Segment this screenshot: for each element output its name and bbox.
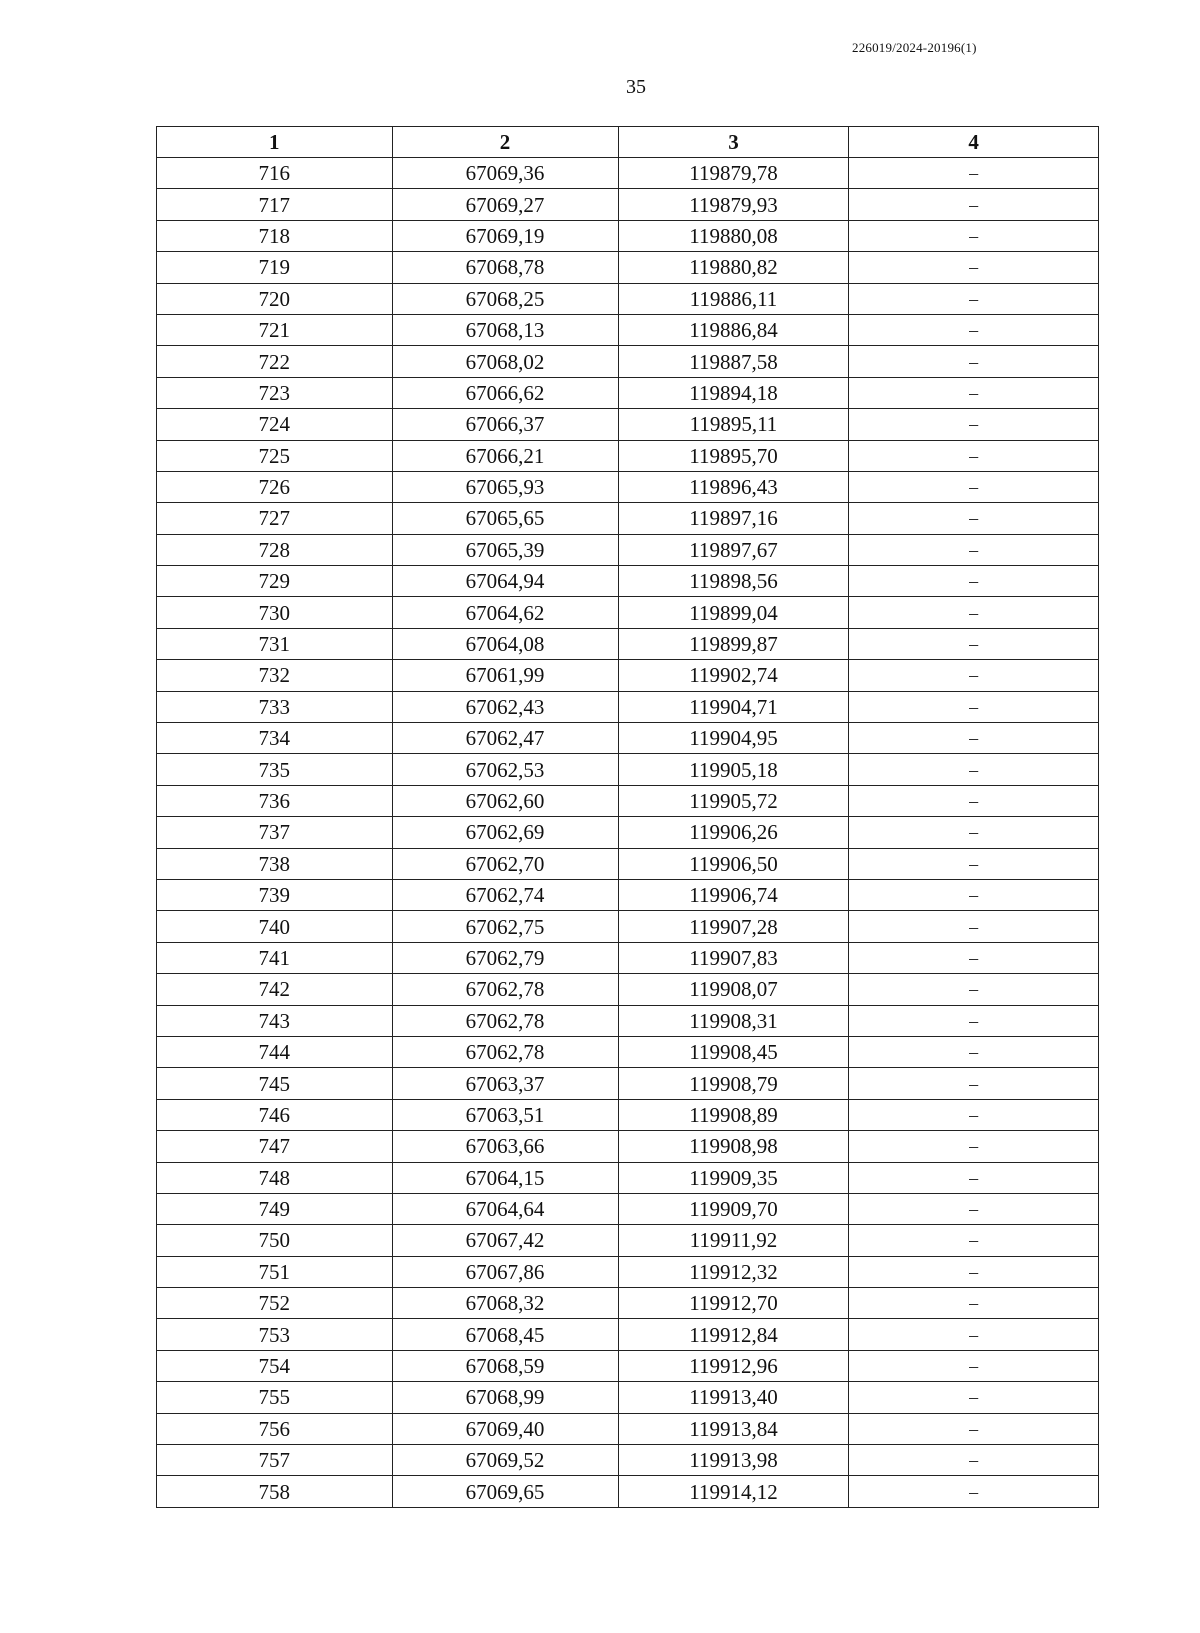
column-header: 3: [618, 127, 849, 158]
point-number-cell: 721: [157, 314, 393, 345]
x-coordinate-cell: 67062,75: [392, 911, 618, 942]
point-number-cell: 757: [157, 1445, 393, 1476]
note-cell: –: [849, 346, 1099, 377]
table-row: [157, 189, 1099, 220]
table-row: [157, 1382, 1099, 1413]
x-coordinate-cell: 67069,27: [392, 189, 618, 220]
note-cell: –: [849, 1256, 1099, 1287]
note-cell: –: [849, 691, 1099, 722]
x-coordinate-cell: 67068,59: [392, 1350, 618, 1381]
point-number-cell: 745: [157, 1068, 393, 1099]
y-coordinate-cell: 119902,74: [618, 660, 849, 691]
x-coordinate-cell: 67068,78: [392, 252, 618, 283]
table-row: [157, 1445, 1099, 1476]
note-cell: –: [849, 723, 1099, 754]
point-number-cell: 723: [157, 377, 393, 408]
x-coordinate-cell: 67066,21: [392, 440, 618, 471]
y-coordinate-cell: 119905,72: [618, 785, 849, 816]
table-row: [157, 1476, 1099, 1507]
table-row: [157, 1413, 1099, 1444]
point-number-cell: 720: [157, 283, 393, 314]
table-row: [157, 283, 1099, 314]
point-number-cell: 717: [157, 189, 393, 220]
y-coordinate-cell: 119908,98: [618, 1131, 849, 1162]
table-row: [157, 314, 1099, 345]
x-coordinate-cell: 67063,51: [392, 1099, 618, 1130]
x-coordinate-cell: 67068,32: [392, 1288, 618, 1319]
note-cell: –: [849, 377, 1099, 408]
point-number-cell: 740: [157, 911, 393, 942]
note-cell: –: [849, 942, 1099, 973]
note-cell: –: [849, 1476, 1099, 1507]
point-number-cell: 737: [157, 817, 393, 848]
note-cell: –: [849, 785, 1099, 816]
note-cell: –: [849, 974, 1099, 1005]
table-row: [157, 220, 1099, 251]
point-number-cell: 742: [157, 974, 393, 1005]
note-cell: –: [849, 1382, 1099, 1413]
y-coordinate-cell: 119909,70: [618, 1193, 849, 1224]
x-coordinate-cell: 67064,64: [392, 1193, 618, 1224]
page-number: 35: [626, 76, 646, 98]
x-coordinate-cell: 67062,60: [392, 785, 618, 816]
note-cell: –: [849, 1036, 1099, 1067]
note-cell: –: [849, 597, 1099, 628]
x-coordinate-cell: 67066,62: [392, 377, 618, 408]
point-number-cell: 726: [157, 471, 393, 502]
table-row: [157, 1193, 1099, 1224]
x-coordinate-cell: 67065,65: [392, 503, 618, 534]
x-coordinate-cell: 67068,13: [392, 314, 618, 345]
point-number-cell: 735: [157, 754, 393, 785]
point-number-cell: 743: [157, 1005, 393, 1036]
y-coordinate-cell: 119912,70: [618, 1288, 849, 1319]
point-number-cell: 731: [157, 628, 393, 659]
x-coordinate-cell: 67061,99: [392, 660, 618, 691]
point-number-cell: 755: [157, 1382, 393, 1413]
x-coordinate-cell: 67064,94: [392, 566, 618, 597]
table-row: [157, 1162, 1099, 1193]
column-header: 2: [392, 127, 618, 158]
note-cell: –: [849, 817, 1099, 848]
coordinates-table: [156, 126, 1099, 1508]
y-coordinate-cell: 119899,04: [618, 597, 849, 628]
x-coordinate-cell: 67062,78: [392, 1005, 618, 1036]
point-number-cell: 747: [157, 1131, 393, 1162]
y-coordinate-cell: 119895,11: [618, 409, 849, 440]
note-cell: –: [849, 314, 1099, 345]
table-row: [157, 1319, 1099, 1350]
y-coordinate-cell: 119913,84: [618, 1413, 849, 1444]
point-number-cell: 732: [157, 660, 393, 691]
note-cell: –: [849, 1350, 1099, 1381]
y-coordinate-cell: 119907,83: [618, 942, 849, 973]
point-number-cell: 751: [157, 1256, 393, 1287]
x-coordinate-cell: 67065,39: [392, 534, 618, 565]
table-row: [157, 848, 1099, 879]
note-cell: –: [849, 1319, 1099, 1350]
y-coordinate-cell: 119896,43: [618, 471, 849, 502]
table-row: [157, 377, 1099, 408]
y-coordinate-cell: 119911,92: [618, 1225, 849, 1256]
y-coordinate-cell: 119908,89: [618, 1099, 849, 1130]
point-number-cell: 730: [157, 597, 393, 628]
table-row: [157, 409, 1099, 440]
table-row: [157, 534, 1099, 565]
y-coordinate-cell: 119908,31: [618, 1005, 849, 1036]
y-coordinate-cell: 119904,71: [618, 691, 849, 722]
table-row: [157, 723, 1099, 754]
note-cell: –: [849, 158, 1099, 189]
note-cell: –: [849, 283, 1099, 314]
y-coordinate-cell: 119887,58: [618, 346, 849, 377]
table-row: [157, 158, 1099, 189]
x-coordinate-cell: 67063,66: [392, 1131, 618, 1162]
document-reference-number: 226019/2024-20196(1): [852, 40, 977, 55]
table-row: [157, 1005, 1099, 1036]
column-header: 1: [157, 127, 393, 158]
point-number-cell: 734: [157, 723, 393, 754]
point-number-cell: 753: [157, 1319, 393, 1350]
y-coordinate-cell: 119880,08: [618, 220, 849, 251]
table-header-row: [157, 127, 1099, 158]
point-number-cell: 736: [157, 785, 393, 816]
y-coordinate-cell: 119907,28: [618, 911, 849, 942]
x-coordinate-cell: 67064,08: [392, 628, 618, 659]
x-coordinate-cell: 67068,99: [392, 1382, 618, 1413]
table-row: [157, 754, 1099, 785]
x-coordinate-cell: 67067,42: [392, 1225, 618, 1256]
x-coordinate-cell: 67068,25: [392, 283, 618, 314]
table-row: [157, 879, 1099, 910]
note-cell: –: [849, 879, 1099, 910]
note-cell: –: [849, 1005, 1099, 1036]
table-row: [157, 597, 1099, 628]
table-row: [157, 691, 1099, 722]
x-coordinate-cell: 67062,78: [392, 974, 618, 1005]
note-cell: –: [849, 1445, 1099, 1476]
table-row: [157, 660, 1099, 691]
point-number-cell: 727: [157, 503, 393, 534]
y-coordinate-cell: 119897,16: [618, 503, 849, 534]
y-coordinate-cell: 119906,26: [618, 817, 849, 848]
note-cell: –: [849, 1099, 1099, 1130]
x-coordinate-cell: 67069,52: [392, 1445, 618, 1476]
y-coordinate-cell: 119897,67: [618, 534, 849, 565]
point-number-cell: 733: [157, 691, 393, 722]
note-cell: –: [849, 503, 1099, 534]
y-coordinate-cell: 119879,93: [618, 189, 849, 220]
note-cell: –: [849, 1413, 1099, 1444]
point-number-cell: 716: [157, 158, 393, 189]
y-coordinate-cell: 119912,96: [618, 1350, 849, 1381]
note-cell: –: [849, 566, 1099, 597]
x-coordinate-cell: 67062,47: [392, 723, 618, 754]
table-row: [157, 440, 1099, 471]
table-row: [157, 1131, 1099, 1162]
x-coordinate-cell: 67064,15: [392, 1162, 618, 1193]
y-coordinate-cell: 119895,70: [618, 440, 849, 471]
x-coordinate-cell: 67062,78: [392, 1036, 618, 1067]
table-row: [157, 471, 1099, 502]
point-number-cell: 746: [157, 1099, 393, 1130]
x-coordinate-cell: 67068,02: [392, 346, 618, 377]
note-cell: –: [849, 189, 1099, 220]
point-number-cell: 722: [157, 346, 393, 377]
y-coordinate-cell: 119886,11: [618, 283, 849, 314]
y-coordinate-cell: 119898,56: [618, 566, 849, 597]
x-coordinate-cell: 67062,53: [392, 754, 618, 785]
point-number-cell: 758: [157, 1476, 393, 1507]
note-cell: –: [849, 1068, 1099, 1099]
point-number-cell: 752: [157, 1288, 393, 1319]
y-coordinate-cell: 119912,32: [618, 1256, 849, 1287]
table-row: [157, 1036, 1099, 1067]
note-cell: –: [849, 660, 1099, 691]
point-number-cell: 750: [157, 1225, 393, 1256]
point-number-cell: 719: [157, 252, 393, 283]
table-row: [157, 346, 1099, 377]
point-number-cell: 738: [157, 848, 393, 879]
x-coordinate-cell: 67069,19: [392, 220, 618, 251]
x-coordinate-cell: 67062,43: [392, 691, 618, 722]
x-coordinate-cell: 67062,74: [392, 879, 618, 910]
y-coordinate-cell: 119879,78: [618, 158, 849, 189]
y-coordinate-cell: 119908,79: [618, 1068, 849, 1099]
note-cell: –: [849, 1193, 1099, 1224]
note-cell: –: [849, 754, 1099, 785]
table-row: [157, 1350, 1099, 1381]
point-number-cell: 729: [157, 566, 393, 597]
y-coordinate-cell: 119908,45: [618, 1036, 849, 1067]
point-number-cell: 728: [157, 534, 393, 565]
y-coordinate-cell: 119913,40: [618, 1382, 849, 1413]
table-row: [157, 942, 1099, 973]
table-row: [157, 974, 1099, 1005]
note-cell: –: [849, 1162, 1099, 1193]
point-number-cell: 749: [157, 1193, 393, 1224]
table-row: [157, 1225, 1099, 1256]
table-row: [157, 628, 1099, 659]
column-header: 4: [849, 127, 1099, 158]
table-row: [157, 1288, 1099, 1319]
note-cell: –: [849, 1225, 1099, 1256]
x-coordinate-cell: 67064,62: [392, 597, 618, 628]
table-row: [157, 1099, 1099, 1130]
y-coordinate-cell: 119909,35: [618, 1162, 849, 1193]
note-cell: –: [849, 440, 1099, 471]
y-coordinate-cell: 119894,18: [618, 377, 849, 408]
table-row: [157, 911, 1099, 942]
point-number-cell: 741: [157, 942, 393, 973]
table-row: [157, 817, 1099, 848]
x-coordinate-cell: 67067,86: [392, 1256, 618, 1287]
note-cell: –: [849, 1288, 1099, 1319]
table-row: [157, 785, 1099, 816]
point-number-cell: 724: [157, 409, 393, 440]
y-coordinate-cell: 119904,95: [618, 723, 849, 754]
y-coordinate-cell: 119913,98: [618, 1445, 849, 1476]
x-coordinate-cell: 67068,45: [392, 1319, 618, 1350]
x-coordinate-cell: 67062,79: [392, 942, 618, 973]
table-row: [157, 566, 1099, 597]
y-coordinate-cell: 119906,74: [618, 879, 849, 910]
x-coordinate-cell: 67069,65: [392, 1476, 618, 1507]
note-cell: –: [849, 252, 1099, 283]
table-row: [157, 252, 1099, 283]
point-number-cell: 725: [157, 440, 393, 471]
y-coordinate-cell: 119880,82: [618, 252, 849, 283]
x-coordinate-cell: 67063,37: [392, 1068, 618, 1099]
y-coordinate-cell: 119899,87: [618, 628, 849, 659]
point-number-cell: 739: [157, 879, 393, 910]
table-row: [157, 1256, 1099, 1287]
y-coordinate-cell: 119906,50: [618, 848, 849, 879]
table-body: [157, 158, 1099, 1508]
y-coordinate-cell: 119886,84: [618, 314, 849, 345]
y-coordinate-cell: 119914,12: [618, 1476, 849, 1507]
point-number-cell: 756: [157, 1413, 393, 1444]
point-number-cell: 754: [157, 1350, 393, 1381]
point-number-cell: 748: [157, 1162, 393, 1193]
note-cell: –: [849, 911, 1099, 942]
note-cell: –: [849, 628, 1099, 659]
x-coordinate-cell: 67066,37: [392, 409, 618, 440]
note-cell: –: [849, 220, 1099, 251]
note-cell: –: [849, 534, 1099, 565]
x-coordinate-cell: 67062,69: [392, 817, 618, 848]
point-number-cell: 718: [157, 220, 393, 251]
note-cell: –: [849, 409, 1099, 440]
table-row: [157, 1068, 1099, 1099]
y-coordinate-cell: 119905,18: [618, 754, 849, 785]
note-cell: –: [849, 1131, 1099, 1162]
note-cell: –: [849, 848, 1099, 879]
table-row: [157, 503, 1099, 534]
x-coordinate-cell: 67069,36: [392, 158, 618, 189]
x-coordinate-cell: 67069,40: [392, 1413, 618, 1444]
note-cell: –: [849, 471, 1099, 502]
point-number-cell: 744: [157, 1036, 393, 1067]
x-coordinate-cell: 67062,70: [392, 848, 618, 879]
x-coordinate-cell: 67065,93: [392, 471, 618, 502]
y-coordinate-cell: 119912,84: [618, 1319, 849, 1350]
y-coordinate-cell: 119908,07: [618, 974, 849, 1005]
